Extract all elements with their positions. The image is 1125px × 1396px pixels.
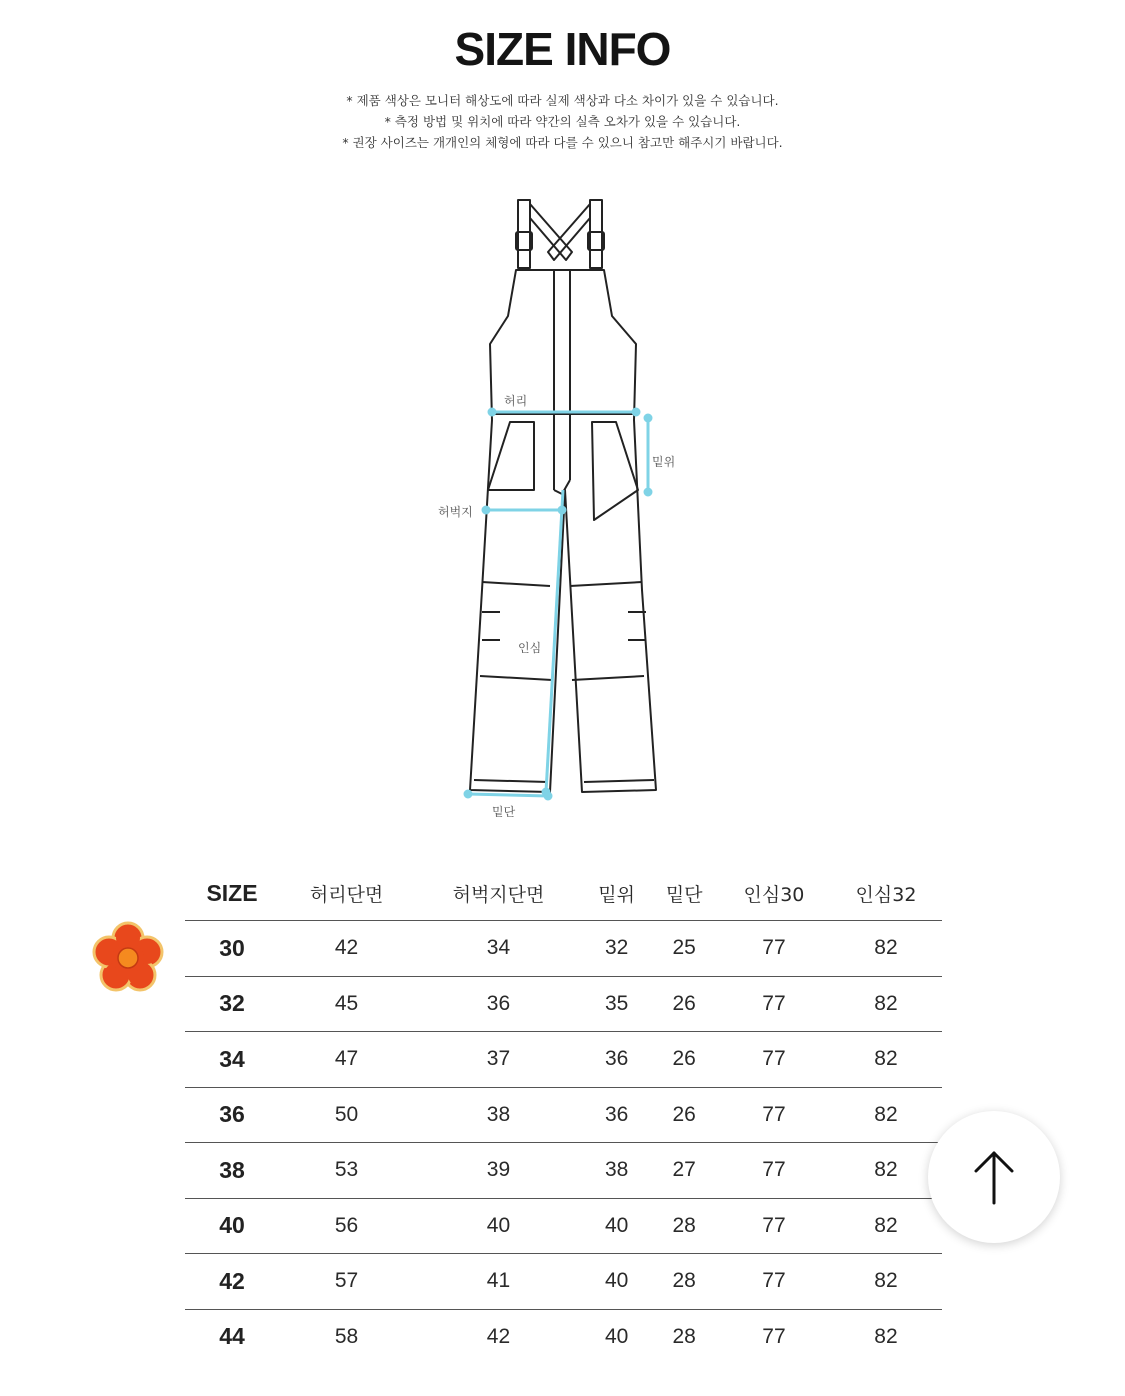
table-cell: 47 <box>279 1032 414 1088</box>
size-chart-table <box>185 866 942 1364</box>
header-hem: 밑단 <box>650 866 718 921</box>
header-inseam-32: 인심32 <box>830 866 942 921</box>
table-cell: 77 <box>718 1143 830 1199</box>
table-header-row <box>185 866 942 921</box>
table-cell: 50 <box>279 1087 414 1143</box>
table-row <box>185 1198 942 1254</box>
header-size: SIZE <box>185 866 279 921</box>
table-cell: 82 <box>830 1198 942 1254</box>
table-row <box>185 1254 942 1310</box>
note-line: * 제품 색상은 모니터 해상도에 따라 실제 색상과 다소 차이가 있을 수 있습니다. <box>346 93 779 108</box>
table-cell: 77 <box>718 921 830 977</box>
header-thigh: 허벅지단면 <box>414 866 583 921</box>
table-cell: 26 <box>650 1087 718 1143</box>
size-cell: 44 <box>219 1323 245 1350</box>
table-cell: 82 <box>830 1254 942 1310</box>
table-cell: 45 <box>279 976 414 1032</box>
note-line: * 권장 사이즈는 개개인의 체형에 따라 다를 수 있으니 참고만 해주시기 바랍니다. <box>342 135 783 150</box>
overalls-illustration <box>420 190 710 830</box>
table-cell: 37 <box>414 1032 583 1088</box>
table-cell: 25 <box>650 921 718 977</box>
header-inseam-30: 인심30 <box>718 866 830 921</box>
table-cell: 36 <box>583 1087 651 1143</box>
table-row <box>185 1309 942 1364</box>
table-cell: 38 <box>414 1087 583 1143</box>
table-row <box>185 921 942 977</box>
table-cell: 53 <box>279 1143 414 1199</box>
header-waist: 허리단면 <box>279 866 414 921</box>
table-cell: 32 <box>583 921 651 977</box>
table-cell: 34 <box>414 921 583 977</box>
size-cell: 34 <box>185 1032 279 1088</box>
header-rise: 밑위 <box>583 866 651 921</box>
table-cell: 82 <box>830 921 942 977</box>
table-row <box>185 976 942 1032</box>
table-cell: 57 <box>279 1254 414 1310</box>
table-row <box>185 1087 942 1143</box>
size-cell: 40 <box>185 1198 279 1254</box>
notice-text <box>0 90 1125 153</box>
table-cell: 26 <box>650 976 718 1032</box>
table-cell: 82 <box>830 1087 942 1143</box>
label-thigh: 허벅지 <box>438 505 473 519</box>
table-row <box>185 1032 942 1088</box>
table-cell: 28 <box>650 1254 718 1310</box>
label-hem: 밑단 <box>492 805 516 819</box>
size-cell: 32 <box>185 976 279 1032</box>
table-cell: 82 <box>874 1324 898 1348</box>
arrow-up-icon <box>970 1147 1018 1207</box>
table-cell: 40 <box>414 1198 583 1254</box>
table-cell: 42 <box>486 1324 511 1348</box>
table-cell: 39 <box>414 1143 583 1199</box>
table-cell: 27 <box>650 1143 718 1199</box>
overalls-measurement-diagram <box>420 190 710 830</box>
label-rise: 밑위 <box>652 455 676 469</box>
table-cell: 36 <box>414 976 583 1032</box>
table-cell: 77 <box>718 1254 830 1310</box>
table-cell: 77 <box>718 1198 830 1254</box>
flower-icon <box>90 920 166 996</box>
table-cell: 40 <box>583 1198 651 1254</box>
table-cell: 82 <box>830 976 942 1032</box>
table-cell: 82 <box>830 1143 942 1199</box>
table-cell: 77 <box>718 1087 830 1143</box>
table-cell: 28 <box>650 1198 718 1254</box>
table-cell: 40 <box>583 1254 651 1310</box>
note-line: * 측정 방법 및 위치에 따라 약간의 실측 오차가 있을 수 있습니다. <box>384 114 741 129</box>
table-cell: 38 <box>583 1143 651 1199</box>
scroll-to-top-button[interactable] <box>928 1111 1060 1243</box>
table-cell: 58 <box>334 1324 359 1348</box>
table-cell: 56 <box>279 1198 414 1254</box>
table-cell: 77 <box>718 976 830 1032</box>
page-title: SIZE INFO <box>454 23 671 75</box>
table-cell: 77 <box>718 1032 830 1088</box>
size-cell: 42 <box>185 1254 279 1310</box>
table-cell: 35 <box>583 976 651 1032</box>
table-cell: 28 <box>672 1324 696 1348</box>
table-cell: 42 <box>279 921 414 977</box>
table-cell: 40 <box>604 1324 629 1348</box>
table-cell: 82 <box>830 1032 942 1088</box>
table-cell: 26 <box>650 1032 718 1088</box>
size-cell: 30 <box>185 921 279 977</box>
label-inseam: 인심 <box>518 641 542 655</box>
table-cell: 77 <box>762 1324 786 1348</box>
table-row <box>185 1143 942 1199</box>
size-cell: 38 <box>185 1143 279 1199</box>
size-cell: 36 <box>185 1087 279 1143</box>
label-waist: 허리 <box>504 394 528 408</box>
table-cell: 36 <box>583 1032 651 1088</box>
table-cell: 41 <box>414 1254 583 1310</box>
